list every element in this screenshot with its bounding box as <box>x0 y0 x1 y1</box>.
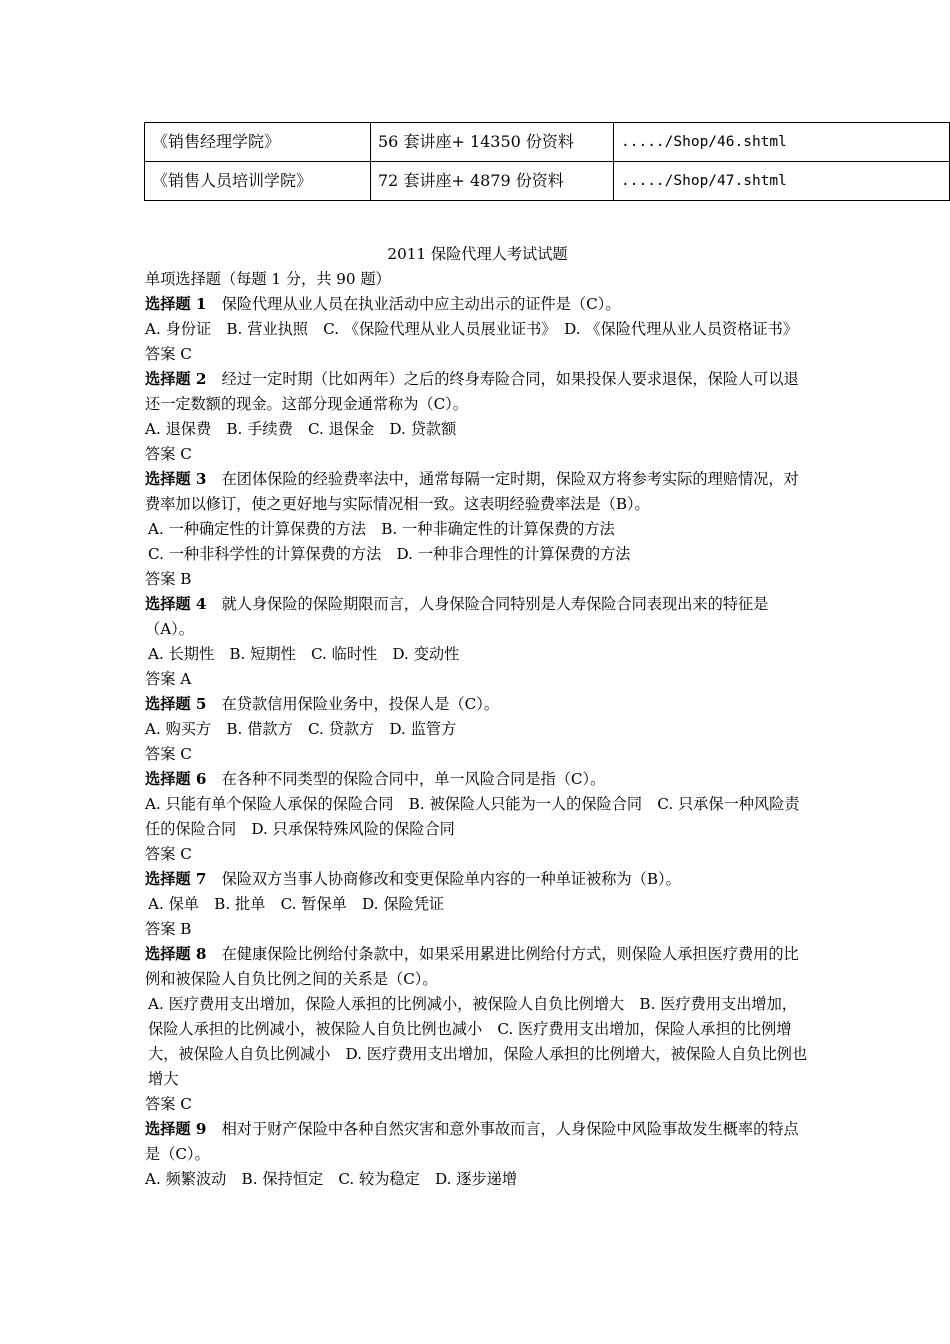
question-answer: 答案 C <box>145 445 192 463</box>
question-text: 相对于财产保险中各种自然灾害和意外事故而言，人身保险中风险事故发生概率的特点是（C）。 <box>145 1120 799 1163</box>
question-7 <box>145 867 810 942</box>
question-4 <box>145 592 810 692</box>
question-answer: 答案 C <box>145 1095 192 1113</box>
question-label: 选择题 8 <box>145 945 207 963</box>
question-9 <box>145 1117 810 1192</box>
question-text: 在各种不同类型的保险合同中，单一风险合同是指（C）。 <box>221 770 606 788</box>
question-answer: 答案 B <box>145 920 192 938</box>
question-options: C. 一种非科学性的计算保费的方法 D. 一种非合理性的计算保费的方法 <box>148 545 631 563</box>
question-options: A. 退保费 B. 手续费 C. 退保金 D. 贷款额 <box>145 420 457 438</box>
question-label: 选择题 6 <box>145 770 207 788</box>
question-label: 选择题 4 <box>145 595 207 613</box>
question-3 <box>145 467 810 592</box>
question-options: A. 频繁波动 B. 保持恒定 C. 较为稳定 D. 逐步递增 <box>145 1170 518 1188</box>
question-text: 保险双方当事人协商修改和变更保险单内容的一种单证被称为（B）。 <box>221 870 681 888</box>
question-8 <box>145 942 810 1117</box>
question-answer: 答案 C <box>145 845 192 863</box>
question-label: 选择题 9 <box>145 1120 207 1138</box>
question-label: 选择题 7 <box>145 870 207 888</box>
question-label: 选择题 1 <box>145 295 207 313</box>
question-text: 就人身保险的保险期限而言，人身保险合同特别是人寿保险合同表现出来的特征是（A）。 <box>145 595 769 638</box>
question-text: 在团体保险的经验费率法中，通常每隔一定时期，保险双方将参考实际的理赔情况，对费率加以修订，使之更好地与实际情况相一致。这表明经验费率法是（B）。 <box>145 470 799 513</box>
course-content: 72 套讲座+ 4879 份资料 <box>371 162 614 201</box>
question-text: 在健康保险比例给付条款中，如果采用累进比例给付方式，则保险人承担医疗费用的比例和被保险人自负比例之间的关系是（C）。 <box>145 945 799 988</box>
table-row <box>145 162 950 201</box>
course-content: 56 套讲座+ 14350 份资料 <box>371 123 614 162</box>
exam-document <box>145 242 810 1192</box>
course-name: 《销售经理学院》 <box>145 123 371 162</box>
question-options: A. 医疗费用支出增加，保险人承担的比例减小，被保险人自负比例增大 B. 医疗费用支出增加，保险人承担的比例减小，被保险人自负比例也减小 C. 医疗费用支出增加，保险人承担的比例增大，被保险人自负比例减小 D. 医疗费用支出增加，保险人承担的比例增大，被保险人自负比例也增大 <box>148 995 808 1088</box>
question-options: A. 长期性 B. 短期性 C. 临时性 D. 变动性 <box>148 645 460 663</box>
question-text: 保险代理从业人员在执业活动中应主动出示的证件是（C）。 <box>221 295 621 313</box>
question-options: A. 只能有单个保险人承保的保险合同 B. 被保险人只能为一人的保险合同 C. 只承保一种风险责任的保险合同 D. 只承保特殊风险的保险合同 <box>145 795 800 838</box>
question-2 <box>145 367 810 467</box>
question-text: 经过一定时期（比如两年）之后的终身寿险合同，如果投保人要求退保，保险人可以退还一定数额的现金。这部分现金通常称为（C）。 <box>145 370 799 413</box>
exam-subtitle: 单项选择题（每题 1 分，共 90 题） <box>145 270 391 288</box>
question-5 <box>145 692 810 767</box>
question-6 <box>145 767 810 867</box>
question-options: A. 保单 B. 批单 C. 暂保单 D. 保险凭证 <box>148 895 445 913</box>
course-link[interactable]: ...../Shop/46.shtml <box>614 123 950 162</box>
exam-title: 2011 保险代理人考试试题 <box>387 245 568 263</box>
course-name: 《销售人员培训学院》 <box>145 162 371 201</box>
question-answer: 答案 B <box>145 570 192 588</box>
table-row <box>145 123 950 162</box>
question-label: 选择题 3 <box>145 470 207 488</box>
question-answer: 答案 C <box>145 345 192 363</box>
question-options: A. 购买方 B. 借款方 C. 贷款方 D. 监管方 <box>145 720 457 738</box>
question-options: A. 身份证 B. 营业执照 C. 《保险代理从业人员展业证书》 D. 《保险代理从业人员资格证书》 <box>145 320 798 338</box>
question-text: 在贷款信用保险业务中，投保人是（C）。 <box>221 695 500 713</box>
course-link[interactable]: ...../Shop/47.shtml <box>614 162 950 201</box>
question-label: 选择题 5 <box>145 695 207 713</box>
resource-table <box>144 122 950 201</box>
question-options: A. 一种确定性的计算保费的方法 B. 一种非确定性的计算保费的方法 <box>148 520 615 538</box>
question-answer: 答案 C <box>145 745 192 763</box>
question-1 <box>145 292 810 367</box>
question-answer: 答案 A <box>145 670 192 688</box>
question-label: 选择题 2 <box>145 370 207 388</box>
